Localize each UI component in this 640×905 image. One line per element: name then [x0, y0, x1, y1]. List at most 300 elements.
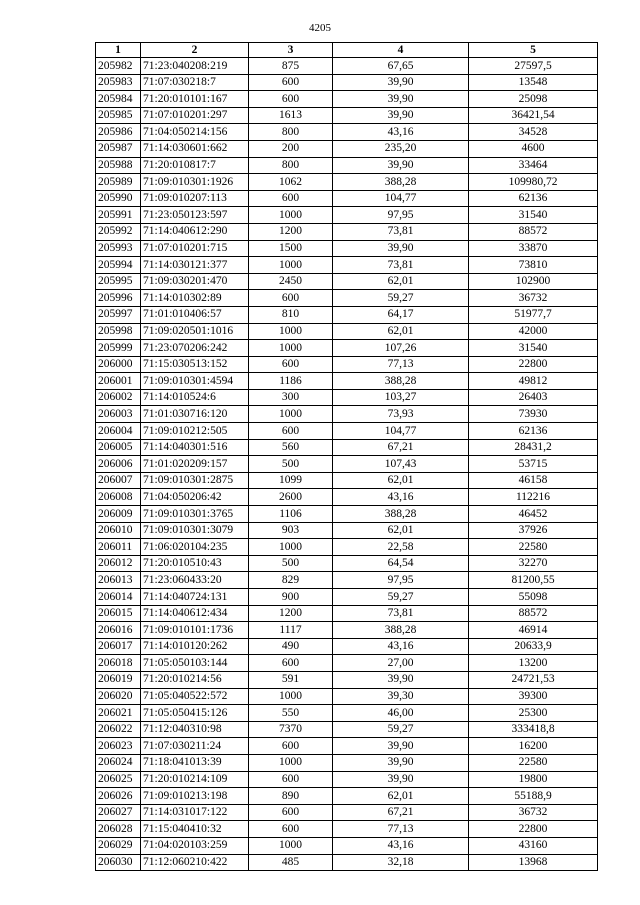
row-number-cell: 206027: [96, 804, 141, 821]
row-number-cell: 205996: [96, 290, 141, 307]
area-cell: 600: [249, 423, 333, 440]
cadastral-number-cell: 71:04:020103:259: [141, 837, 249, 854]
rate-cell: 43,16: [333, 638, 469, 655]
row-number-cell: 205983: [96, 74, 141, 91]
value-cell: 73930: [469, 406, 598, 423]
row-number-cell: 206017: [96, 638, 141, 655]
rate-cell: 39,90: [333, 240, 469, 257]
row-number-cell: 206012: [96, 555, 141, 572]
rate-cell: 59,27: [333, 721, 469, 738]
rate-cell: 104,77: [333, 190, 469, 207]
area-cell: 1117: [249, 622, 333, 639]
value-cell: 25098: [469, 91, 598, 108]
area-cell: 1000: [249, 340, 333, 357]
row-number-cell: 205992: [96, 223, 141, 240]
area-cell: 550: [249, 705, 333, 722]
table-row: [96, 190, 598, 207]
column-header-2: 2: [141, 43, 249, 58]
rate-cell: 107,26: [333, 340, 469, 357]
row-number-cell: 206013: [96, 572, 141, 589]
cadastral-number-cell: 71:09:010301:3765: [141, 506, 249, 523]
table-row: [96, 837, 598, 854]
table-row: [96, 506, 598, 523]
value-cell: 25300: [469, 705, 598, 722]
table-row: [96, 107, 598, 124]
table-row: [96, 754, 598, 771]
area-cell: 200: [249, 140, 333, 157]
row-number-cell: 206022: [96, 721, 141, 738]
rate-cell: 43,16: [333, 837, 469, 854]
cadastral-number-cell: 71:20:010817:7: [141, 157, 249, 174]
rate-cell: 235,20: [333, 140, 469, 157]
area-cell: 829: [249, 572, 333, 589]
area-cell: 1186: [249, 373, 333, 390]
cadastral-number-cell: 71:09:010301:4594: [141, 373, 249, 390]
rate-cell: 43,16: [333, 124, 469, 141]
row-number-cell: 206029: [96, 837, 141, 854]
cadastral-number-cell: 71:07:010201:297: [141, 107, 249, 124]
area-cell: 1000: [249, 406, 333, 423]
cadastral-number-cell: 71:06:020104:235: [141, 539, 249, 556]
area-cell: 875: [249, 58, 333, 75]
value-cell: 34528: [469, 124, 598, 141]
rate-cell: 62,01: [333, 472, 469, 489]
area-cell: 1000: [249, 754, 333, 771]
table-row: [96, 771, 598, 788]
area-cell: 2600: [249, 489, 333, 506]
row-number-cell: 205990: [96, 190, 141, 207]
area-cell: 1500: [249, 240, 333, 257]
area-cell: 1200: [249, 605, 333, 622]
rate-cell: 73,81: [333, 605, 469, 622]
row-number-cell: 205997: [96, 306, 141, 323]
value-cell: 46158: [469, 472, 598, 489]
cadastral-number-cell: 71:07:010201:715: [141, 240, 249, 257]
row-number-cell: 206026: [96, 788, 141, 805]
cadastral-number-cell: 71:09:010301:2875: [141, 472, 249, 489]
table-row: [96, 854, 598, 871]
rate-cell: 107,43: [333, 456, 469, 473]
area-cell: 800: [249, 157, 333, 174]
rate-cell: 27,00: [333, 655, 469, 672]
table-row: [96, 622, 598, 639]
area-cell: 591: [249, 671, 333, 688]
rate-cell: 73,81: [333, 257, 469, 274]
rate-cell: 43,16: [333, 489, 469, 506]
table-row: [96, 522, 598, 539]
table-row: [96, 589, 598, 606]
row-number-cell: 206018: [96, 655, 141, 672]
area-cell: 1613: [249, 107, 333, 124]
value-cell: 13548: [469, 74, 598, 91]
rate-cell: 64,17: [333, 306, 469, 323]
rate-cell: 388,28: [333, 506, 469, 523]
table-row: [96, 406, 598, 423]
table-row: [96, 257, 598, 274]
row-number-cell: 206003: [96, 406, 141, 423]
value-cell: 88572: [469, 223, 598, 240]
value-cell: 13200: [469, 655, 598, 672]
table-row: [96, 124, 598, 141]
area-cell: 1000: [249, 207, 333, 224]
rate-cell: 64,54: [333, 555, 469, 572]
value-cell: 33870: [469, 240, 598, 257]
area-cell: 600: [249, 356, 333, 373]
rate-cell: 39,90: [333, 738, 469, 755]
row-number-cell: 206020: [96, 688, 141, 705]
area-cell: 890: [249, 788, 333, 805]
cadastral-number-cell: 71:09:010301:1926: [141, 174, 249, 191]
header-row: [96, 43, 598, 58]
value-cell: 55188,9: [469, 788, 598, 805]
registry-table: [95, 42, 598, 871]
row-number-cell: 206023: [96, 738, 141, 755]
cadastral-number-cell: 71:04:050214:156: [141, 124, 249, 141]
area-cell: 1062: [249, 174, 333, 191]
row-number-cell: 205986: [96, 124, 141, 141]
area-cell: 810: [249, 306, 333, 323]
table-row: [96, 290, 598, 307]
cadastral-number-cell: 71:23:050123:597: [141, 207, 249, 224]
value-cell: 62136: [469, 423, 598, 440]
value-cell: 27597,5: [469, 58, 598, 75]
row-number-cell: 206009: [96, 506, 141, 523]
rate-cell: 97,95: [333, 207, 469, 224]
column-header-1: 1: [96, 43, 141, 58]
value-cell: 37926: [469, 522, 598, 539]
rate-cell: 59,27: [333, 290, 469, 307]
table-row: [96, 456, 598, 473]
rate-cell: 46,00: [333, 705, 469, 722]
value-cell: 102900: [469, 273, 598, 290]
area-cell: 600: [249, 655, 333, 672]
cadastral-number-cell: 71:14:040724:131: [141, 589, 249, 606]
rate-cell: 62,01: [333, 273, 469, 290]
cadastral-number-cell: 71:05:040522:572: [141, 688, 249, 705]
value-cell: 51977,7: [469, 306, 598, 323]
area-cell: 500: [249, 555, 333, 572]
row-number-cell: 206000: [96, 356, 141, 373]
row-number-cell: 205988: [96, 157, 141, 174]
cadastral-number-cell: 71:20:010214:109: [141, 771, 249, 788]
row-number-cell: 205982: [96, 58, 141, 75]
cadastral-number-cell: 71:14:010302:89: [141, 290, 249, 307]
cadastral-number-cell: 71:14:010120:262: [141, 638, 249, 655]
row-number-cell: 206010: [96, 522, 141, 539]
cadastral-number-cell: 71:20:010510:43: [141, 555, 249, 572]
value-cell: 36421,54: [469, 107, 598, 124]
row-number-cell: 206021: [96, 705, 141, 722]
value-cell: 4600: [469, 140, 598, 157]
page-number: 4205: [309, 22, 331, 34]
rate-cell: 39,90: [333, 771, 469, 788]
table-row: [96, 489, 598, 506]
column-header-3: 3: [249, 43, 333, 58]
area-cell: 600: [249, 74, 333, 91]
cadastral-number-cell: 71:09:010213:198: [141, 788, 249, 805]
cadastral-number-cell: 71:12:060210:422: [141, 854, 249, 871]
row-number-cell: 205987: [96, 140, 141, 157]
rate-cell: 39,90: [333, 157, 469, 174]
table-row: [96, 539, 598, 556]
area-cell: 903: [249, 522, 333, 539]
cadastral-number-cell: 71:07:030211:24: [141, 738, 249, 755]
table-row: [96, 207, 598, 224]
row-number-cell: 206028: [96, 821, 141, 838]
area-cell: 1000: [249, 837, 333, 854]
row-number-cell: 206024: [96, 754, 141, 771]
value-cell: 31540: [469, 207, 598, 224]
table-row: [96, 306, 598, 323]
cadastral-number-cell: 71:01:030716:120: [141, 406, 249, 423]
table-row: [96, 472, 598, 489]
cadastral-number-cell: 71:14:030601:662: [141, 140, 249, 157]
rate-cell: 67,21: [333, 804, 469, 821]
area-cell: 7370: [249, 721, 333, 738]
table-row: [96, 423, 598, 440]
cadastral-number-cell: 71:05:050103:144: [141, 655, 249, 672]
area-cell: 500: [249, 456, 333, 473]
area-cell: 900: [249, 589, 333, 606]
value-cell: 22580: [469, 754, 598, 771]
table-row: [96, 572, 598, 589]
table-row: [96, 721, 598, 738]
value-cell: 53715: [469, 456, 598, 473]
cadastral-number-cell: 71:14:040612:434: [141, 605, 249, 622]
area-cell: 485: [249, 854, 333, 871]
cadastral-number-cell: 71:05:050415:126: [141, 705, 249, 722]
area-cell: 600: [249, 91, 333, 108]
area-cell: 1099: [249, 472, 333, 489]
row-number-cell: 206006: [96, 456, 141, 473]
cadastral-number-cell: 71:23:070206:242: [141, 340, 249, 357]
row-number-cell: 205984: [96, 91, 141, 108]
table-row: [96, 738, 598, 755]
table-row: [96, 240, 598, 257]
rate-cell: 103,27: [333, 389, 469, 406]
table-body: [96, 58, 598, 871]
table-row: [96, 91, 598, 108]
rate-cell: 39,30: [333, 688, 469, 705]
table-row: [96, 389, 598, 406]
value-cell: 36732: [469, 804, 598, 821]
area-cell: 1000: [249, 539, 333, 556]
cadastral-number-cell: 71:01:020209:157: [141, 456, 249, 473]
row-number-cell: 206005: [96, 439, 141, 456]
area-cell: 600: [249, 738, 333, 755]
value-cell: 24721,53: [469, 671, 598, 688]
cadastral-number-cell: 71:20:010214:56: [141, 671, 249, 688]
cadastral-number-cell: 71:23:060433:20: [141, 572, 249, 589]
value-cell: 20633,9: [469, 638, 598, 655]
value-cell: 22580: [469, 539, 598, 556]
value-cell: 19800: [469, 771, 598, 788]
column-header-5: 5: [469, 43, 598, 58]
value-cell: 46452: [469, 506, 598, 523]
row-number-cell: 205993: [96, 240, 141, 257]
value-cell: 16200: [469, 738, 598, 755]
area-cell: 600: [249, 804, 333, 821]
area-cell: 1106: [249, 506, 333, 523]
rate-cell: 77,13: [333, 821, 469, 838]
rate-cell: 77,13: [333, 356, 469, 373]
rate-cell: 62,01: [333, 522, 469, 539]
row-number-cell: 205991: [96, 207, 141, 224]
table-row: [96, 323, 598, 340]
row-number-cell: 205999: [96, 340, 141, 357]
area-cell: 1000: [249, 688, 333, 705]
area-cell: 600: [249, 190, 333, 207]
cadastral-number-cell: 71:01:010406:57: [141, 306, 249, 323]
table-row: [96, 373, 598, 390]
row-number-cell: 206016: [96, 622, 141, 639]
cadastral-number-cell: 71:09:030201:470: [141, 273, 249, 290]
rate-cell: 22,58: [333, 539, 469, 556]
row-number-cell: 206019: [96, 671, 141, 688]
row-number-cell: 206001: [96, 373, 141, 390]
table-row: [96, 655, 598, 672]
rate-cell: 62,01: [333, 323, 469, 340]
value-cell: 32270: [469, 555, 598, 572]
value-cell: 13968: [469, 854, 598, 871]
value-cell: 112216: [469, 489, 598, 506]
area-cell: 560: [249, 439, 333, 456]
value-cell: 39300: [469, 688, 598, 705]
rate-cell: 59,27: [333, 589, 469, 606]
table-header: [96, 43, 598, 58]
rate-cell: 67,21: [333, 439, 469, 456]
table-row: [96, 671, 598, 688]
value-cell: 36732: [469, 290, 598, 307]
value-cell: 333418,8: [469, 721, 598, 738]
cadastral-number-cell: 71:18:041013:39: [141, 754, 249, 771]
row-number-cell: 206025: [96, 771, 141, 788]
table-row: [96, 605, 598, 622]
cadastral-number-cell: 71:12:040310:98: [141, 721, 249, 738]
cadastral-number-cell: 71:09:020501:1016: [141, 323, 249, 340]
value-cell: 55098: [469, 589, 598, 606]
cadastral-number-cell: 71:14:010524:6: [141, 389, 249, 406]
cadastral-number-cell: 71:14:031017:122: [141, 804, 249, 821]
area-cell: 800: [249, 124, 333, 141]
row-number-cell: 206011: [96, 539, 141, 556]
value-cell: 42000: [469, 323, 598, 340]
table-row: [96, 174, 598, 191]
table-row: [96, 223, 598, 240]
area-cell: 300: [249, 389, 333, 406]
value-cell: 62136: [469, 190, 598, 207]
rate-cell: 67,65: [333, 58, 469, 75]
table-row: [96, 705, 598, 722]
value-cell: 22800: [469, 356, 598, 373]
rate-cell: 39,90: [333, 107, 469, 124]
table-row: [96, 688, 598, 705]
cadastral-number-cell: 71:15:040410:32: [141, 821, 249, 838]
row-number-cell: 205985: [96, 107, 141, 124]
cadastral-number-cell: 71:09:010301:3079: [141, 522, 249, 539]
rate-cell: 388,28: [333, 174, 469, 191]
rate-cell: 39,90: [333, 671, 469, 688]
value-cell: 28431,2: [469, 439, 598, 456]
rate-cell: 388,28: [333, 373, 469, 390]
row-number-cell: 206002: [96, 389, 141, 406]
rate-cell: 39,90: [333, 754, 469, 771]
area-cell: 1000: [249, 323, 333, 340]
value-cell: 109980,72: [469, 174, 598, 191]
row-number-cell: 205989: [96, 174, 141, 191]
cadastral-number-cell: 71:14:040612:290: [141, 223, 249, 240]
cadastral-number-cell: 71:23:040208:219: [141, 58, 249, 75]
rate-cell: 388,28: [333, 622, 469, 639]
rate-cell: 73,93: [333, 406, 469, 423]
table-row: [96, 821, 598, 838]
table-row: [96, 157, 598, 174]
row-number-cell: 205995: [96, 273, 141, 290]
cadastral-number-cell: 71:04:050206:42: [141, 489, 249, 506]
row-number-cell: 206030: [96, 854, 141, 871]
value-cell: 73810: [469, 257, 598, 274]
table-row: [96, 273, 598, 290]
column-header-4: 4: [333, 43, 469, 58]
value-cell: 81200,55: [469, 572, 598, 589]
row-number-cell: 206004: [96, 423, 141, 440]
cadastral-number-cell: 71:09:010101:1736: [141, 622, 249, 639]
rate-cell: 39,90: [333, 91, 469, 108]
value-cell: 33464: [469, 157, 598, 174]
cadastral-number-cell: 71:09:010212:505: [141, 423, 249, 440]
value-cell: 31540: [469, 340, 598, 357]
area-cell: 600: [249, 290, 333, 307]
area-cell: 1000: [249, 257, 333, 274]
cadastral-number-cell: 71:09:010207:113: [141, 190, 249, 207]
row-number-cell: 206007: [96, 472, 141, 489]
cadastral-number-cell: 71:14:040301:516: [141, 439, 249, 456]
table-row: [96, 58, 598, 75]
value-cell: 43160: [469, 837, 598, 854]
value-cell: 26403: [469, 389, 598, 406]
cadastral-number-cell: 71:14:030121:377: [141, 257, 249, 274]
table-row: [96, 340, 598, 357]
table-row: [96, 356, 598, 373]
row-number-cell: 206008: [96, 489, 141, 506]
rate-cell: 73,81: [333, 223, 469, 240]
row-number-cell: 206015: [96, 605, 141, 622]
value-cell: 46914: [469, 622, 598, 639]
rate-cell: 104,77: [333, 423, 469, 440]
table-row: [96, 804, 598, 821]
rate-cell: 62,01: [333, 788, 469, 805]
area-cell: 490: [249, 638, 333, 655]
area-cell: 1200: [249, 223, 333, 240]
table-row: [96, 140, 598, 157]
area-cell: 600: [249, 771, 333, 788]
cadastral-number-cell: 71:20:010101:167: [141, 91, 249, 108]
rate-cell: 39,90: [333, 74, 469, 91]
area-cell: 2450: [249, 273, 333, 290]
value-cell: 88572: [469, 605, 598, 622]
table-row: [96, 74, 598, 91]
table-row: [96, 439, 598, 456]
rate-cell: 32,18: [333, 854, 469, 871]
cadastral-number-cell: 71:15:030513:152: [141, 356, 249, 373]
table-row: [96, 555, 598, 572]
value-cell: 49812: [469, 373, 598, 390]
rate-cell: 97,95: [333, 572, 469, 589]
row-number-cell: 205994: [96, 257, 141, 274]
area-cell: 600: [249, 821, 333, 838]
row-number-cell: 205998: [96, 323, 141, 340]
cadastral-number-cell: 71:07:030218:7: [141, 74, 249, 91]
